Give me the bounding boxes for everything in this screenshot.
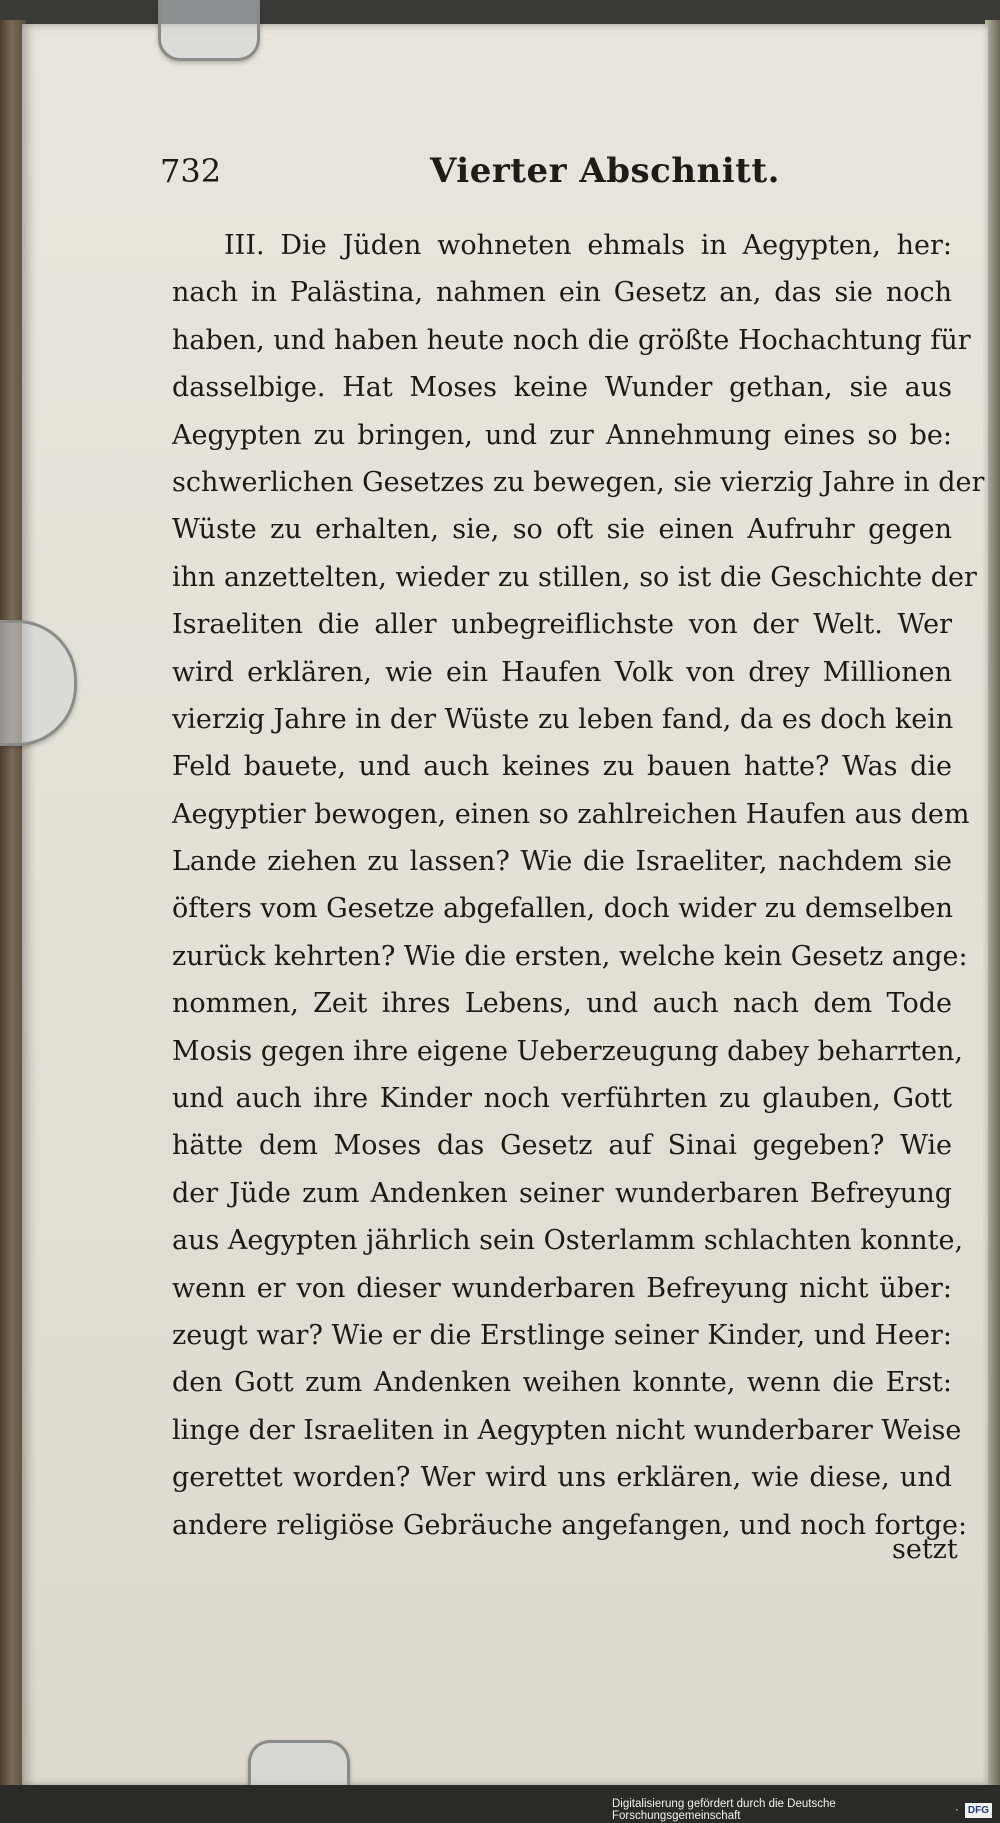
text-line: nach in Palästina, nahmen ein Gesetz an, das sie noch [172, 277, 952, 309]
page-number: 732 [160, 152, 222, 190]
text-line: zeugt war? Wie er die Erstlinge seiner Kinder, und Heer: [172, 1319, 952, 1351]
text-line: haben, und haben heute noch die größte Hochachtung für [172, 324, 971, 356]
digitization-footer: Digitalisierung gefördert durch die Deutsche Forschungsgemeinschaft · DFG [612, 1800, 992, 1820]
text-line: wird erklären, wie ein Haufen Volk von drey Millionen [172, 656, 952, 688]
scanner-clip-top [158, 0, 260, 61]
text-line: öfters vom Gesetze abgefallen, doch wider zu demselben [172, 893, 953, 925]
text-line: linge der Israeliten in Aegypten nicht wunderbarer Weise [172, 1414, 962, 1446]
text-line: schwerlichen Gesetzes zu bewegen, sie vierzig Jahre in der [172, 466, 985, 498]
text-line: Feld bauete, und auch keines zu bauen hatte? Was die [172, 751, 952, 783]
text-line: Aegypten zu bringen, und zur Annehmung eines so be: [172, 419, 952, 451]
text-line: aus Aegypten jährlich sein Osterlamm schlachten konnte, [172, 1225, 964, 1257]
chapter-title: Vierter Abschnitt. [430, 151, 780, 191]
text-line: wenn er von dieser wunderbaren Befreyung nicht über: [172, 1272, 952, 1304]
text-line: den Gott zum Andenken weihen konnte, wenn die Erst: [172, 1367, 952, 1399]
dfg-logo: DFG [965, 1803, 992, 1818]
text-line: vierzig Jahre in der Wüste zu leben fand, da es doch kein [172, 703, 954, 735]
text-line: Aegyptier bewogen, einen so zahlreichen Haufen aus dem [172, 798, 970, 830]
text-line: Israeliten die aller unbegreiflichste von der Welt. Wer [172, 609, 952, 641]
text-line: hätte dem Moses das Gesetz auf Sinai gegeben? Wie [172, 1130, 952, 1162]
text-line: zurück kehrten? Wie die ersten, welche kein Gesetz ange: [172, 940, 968, 972]
text-line: andere religiöse Gebräuche angefangen, und noch fortge: [172, 1509, 968, 1541]
text-line: Mosis gegen ihre eigene Ueberzeugung dabey beharrten, [172, 1035, 963, 1067]
text-line: der Jüde zum Andenken seiner wunderbaren Befreyung [172, 1177, 952, 1209]
text-line: III. Die Jüden wohneten ehmals in Aegypten, her: [224, 230, 952, 261]
text-line: ihn anzettelten, wieder zu stillen, so ist die Geschichte der [172, 561, 977, 593]
text-line: und auch ihre Kinder noch verführten zu glauben, Gott [172, 1083, 952, 1115]
scanner-top-band [0, 0, 1000, 26]
text-line: nommen, Zeit ihres Lebens, und auch nach dem Tode [172, 988, 952, 1020]
funding-credit: Digitalisierung gefördert durch die Deutsche Forschungsgemeinschaft [612, 1798, 836, 1822]
text-line: dasselbige. Hat Moses keine Wunder gethan, sie aus [172, 372, 952, 404]
text-line: gerettet worden? Wer wird uns erklären, wie diese, und [172, 1462, 952, 1494]
text-line: Lande ziehen zu lassen? Wie die Israeliter, nachdem sie [172, 846, 952, 878]
body-text [172, 222, 985, 1549]
running-head [160, 146, 920, 196]
catchword: setzt [892, 1534, 958, 1565]
text-line: Wüste zu erhalten, sie, so oft sie einen Aufruhr gegen [172, 514, 952, 546]
